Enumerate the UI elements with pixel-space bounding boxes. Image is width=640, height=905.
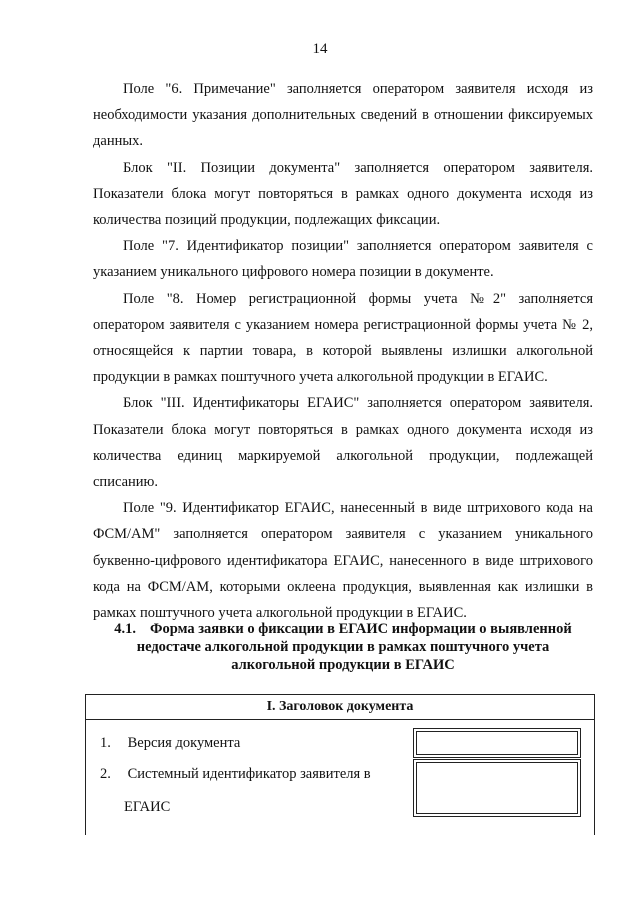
- form-frame: [85, 694, 595, 835]
- page-number: 14: [312, 41, 328, 57]
- field-index: 2.: [100, 766, 111, 782]
- paragraph-field-8: Поле "8. Номер регистрационной формы учета №2" заполняется оператором заявителя с указанием номера регистрационной формы учета № 2, относящейся к партии товара, в которой выявлены излишки алкогольной продукции в рамках поштучного учета алкогольной продукции в ЕГАИС.: [93, 290, 593, 386]
- paragraph-field-9: Поле "9. Идентификатор ЕГАИС, нанесенный в виде штрихового кода на ФСМ/АМ" заполняется оператором заявителя с указанием уникального буквенно-цифрового идентификатора ЕГАИС, нанесенного в виде штрихового кода на ФСМ/АМ, которыми оклеена продукция, выявленная как излишки в рамках поштучного учета алкогольной продукции в ЕГАИС.: [93, 500, 593, 622]
- document-version-field[interactable]: [416, 731, 578, 755]
- field-label: Версия документа: [127, 735, 241, 751]
- field-label-continuation: ЕГАИС: [124, 799, 171, 815]
- paragraph-field-6: Поле "6. Примечание" заполняется оператором заявителя исходя из необходимости указания дополнительных сведений в отношении фиксируемых данных.: [93, 81, 593, 150]
- section-heading: [93, 620, 593, 674]
- document-body: [93, 76, 593, 626]
- field-index: 1.: [100, 735, 111, 751]
- paragraph-block-2: Блок "II. Позиции документа" заполняется оператором заявителя. Показатели блока могут повторяться в рамках одного документа исходя из количества позиций продукции, подлежащих фиксации.: [93, 159, 593, 229]
- field-label: Системный идентификатор заявителя в: [127, 766, 371, 782]
- form-field-row-applicant-id: [100, 760, 400, 821]
- section-title: Форма заявки о фиксации в ЕГАИС информации о выявленной недостаче алкогольной продукции в рамках поштучного учета алкогольной продукции в ЕГАИС: [136, 621, 572, 673]
- paragraph-block-3: Блок "III. Идентификаторы ЕГАИС" заполняется оператором заявителя. Показатели блока могут повторяться в рамках одного документа исходя из количества единиц маркируемой алкогольной продукции, подлежащей списанию.: [93, 395, 593, 491]
- applicant-system-id-field[interactable]: [416, 762, 578, 814]
- form-field-row-version: [100, 729, 240, 757]
- form-block-header: I. Заголовок документа: [86, 695, 594, 720]
- section-number: 4.1.: [114, 621, 137, 637]
- paragraph-field-7: Поле "7. Идентификатор позиции" заполняется оператором заявителя с указанием уникального цифрового номера позиции в документе.: [93, 238, 593, 281]
